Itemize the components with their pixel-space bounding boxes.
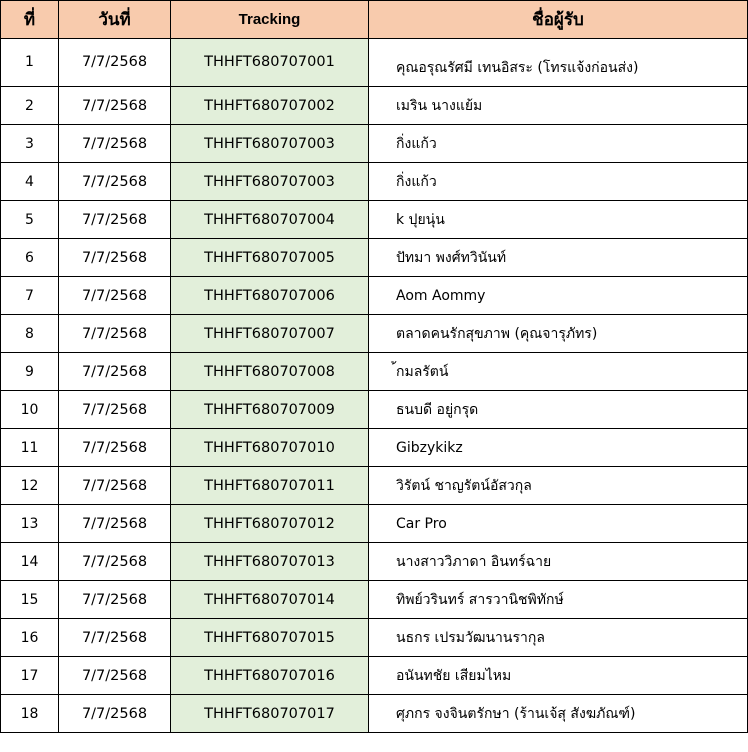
date-cell: 7/7/2568	[59, 239, 171, 277]
date-cell: 7/7/2568	[59, 429, 171, 467]
row-number-cell: 8	[1, 315, 59, 353]
recipient-cell: ้กมลรัตน์	[369, 353, 748, 391]
recipient-cell: Car Pro	[369, 505, 748, 543]
tracking-cell: THHFT680707016	[171, 657, 369, 695]
recipient-cell: กิ่งแก้ว	[369, 163, 748, 201]
table-row	[1, 467, 748, 505]
table-row	[1, 201, 748, 239]
date-cell: 7/7/2568	[59, 277, 171, 315]
recipient-cell: k ปุยนุ่น	[369, 201, 748, 239]
row-number-cell: 18	[1, 695, 59, 733]
date-cell: 7/7/2568	[59, 467, 171, 505]
table-row	[1, 695, 748, 733]
tracking-cell: THHFT680707017	[171, 695, 369, 733]
tracking-cell: THHFT680707007	[171, 315, 369, 353]
table-row	[1, 87, 748, 125]
recipient-cell: นางสาววิภาดา อินทร์ฉาย	[369, 543, 748, 581]
table-row	[1, 353, 748, 391]
header-no: ที่	[1, 1, 59, 39]
tracking-cell: THHFT680707014	[171, 581, 369, 619]
table-row	[1, 619, 748, 657]
tracking-cell: THHFT680707001	[171, 39, 369, 87]
recipient-cell: ศุภกร จงจินตรักษา (ร้านเจ้สุ สังฆภัณฑ์)	[369, 695, 748, 733]
recipient-cell: อนันทชัย เสียมไหม	[369, 657, 748, 695]
recipient-cell: นธกร เปรมวัฒนานรากุล	[369, 619, 748, 657]
table-row	[1, 315, 748, 353]
tracking-cell: THHFT680707015	[171, 619, 369, 657]
tracking-cell: THHFT680707004	[171, 201, 369, 239]
date-cell: 7/7/2568	[59, 201, 171, 239]
row-number-cell: 5	[1, 201, 59, 239]
row-number-cell: 12	[1, 467, 59, 505]
table-row	[1, 657, 748, 695]
date-cell: 7/7/2568	[59, 125, 171, 163]
table-row	[1, 391, 748, 429]
tracking-cell: THHFT680707013	[171, 543, 369, 581]
recipient-cell: กิ่งแก้ว	[369, 125, 748, 163]
recipient-cell: ตลาดคนรักสุขภาพ (คุณจารุภัทร)	[369, 315, 748, 353]
recipient-cell: Aom Aommy	[369, 277, 748, 315]
date-cell: 7/7/2568	[59, 657, 171, 695]
table-row	[1, 581, 748, 619]
table-row	[1, 277, 748, 315]
date-cell: 7/7/2568	[59, 391, 171, 429]
row-number-cell: 16	[1, 619, 59, 657]
date-cell: 7/7/2568	[59, 543, 171, 581]
tracking-cell: THHFT680707011	[171, 467, 369, 505]
table-row	[1, 543, 748, 581]
row-number-cell: 1	[1, 39, 59, 87]
header-tracking: Tracking	[171, 1, 369, 39]
row-number-cell: 11	[1, 429, 59, 467]
row-number-cell: 4	[1, 163, 59, 201]
tracking-cell: THHFT680707012	[171, 505, 369, 543]
tracking-cell: THHFT680707006	[171, 277, 369, 315]
recipient-cell: คุณอรุณรัศมี เทนอิสระ (โทรแจ้งก่อนส่ง)	[369, 39, 748, 87]
table-row	[1, 39, 748, 87]
table-row	[1, 239, 748, 277]
row-number-cell: 3	[1, 125, 59, 163]
row-number-cell: 6	[1, 239, 59, 277]
table-body	[1, 39, 748, 733]
tracking-cell: THHFT680707002	[171, 87, 369, 125]
date-cell: 7/7/2568	[59, 315, 171, 353]
table-row	[1, 163, 748, 201]
row-number-cell: 2	[1, 87, 59, 125]
table-row	[1, 429, 748, 467]
date-cell: 7/7/2568	[59, 39, 171, 87]
recipient-cell: Gibzykikz	[369, 429, 748, 467]
recipient-cell: ทิพย์วรินทร์ สารวานิชพิทักษ์	[369, 581, 748, 619]
date-cell: 7/7/2568	[59, 619, 171, 657]
header-recipient: ชื่อผู้รับ	[369, 1, 748, 39]
date-cell: 7/7/2568	[59, 87, 171, 125]
date-cell: 7/7/2568	[59, 353, 171, 391]
row-number-cell: 7	[1, 277, 59, 315]
recipient-cell: ธนบดี อยู่กรุด	[369, 391, 748, 429]
tracking-cell: THHFT680707003	[171, 125, 369, 163]
header-row	[1, 1, 748, 39]
header-date: วันที่	[59, 1, 171, 39]
tracking-cell: THHFT680707009	[171, 391, 369, 429]
date-cell: 7/7/2568	[59, 163, 171, 201]
row-number-cell: 14	[1, 543, 59, 581]
date-cell: 7/7/2568	[59, 505, 171, 543]
row-number-cell: 13	[1, 505, 59, 543]
date-cell: 7/7/2568	[59, 581, 171, 619]
row-number-cell: 15	[1, 581, 59, 619]
row-number-cell: 17	[1, 657, 59, 695]
recipient-cell: ปัทมา พงศ์ทวินันท์	[369, 239, 748, 277]
tracking-cell: THHFT680707010	[171, 429, 369, 467]
table-row	[1, 125, 748, 163]
recipient-cell: เมริน นางแย้ม	[369, 87, 748, 125]
tracking-cell: THHFT680707003	[171, 163, 369, 201]
row-number-cell: 10	[1, 391, 59, 429]
tracking-cell: THHFT680707008	[171, 353, 369, 391]
tracking-cell: THHFT680707005	[171, 239, 369, 277]
row-number-cell: 9	[1, 353, 59, 391]
recipient-cell: วิรัตน์ ชาญรัตน์อัสวกุล	[369, 467, 748, 505]
date-cell: 7/7/2568	[59, 695, 171, 733]
table-row	[1, 505, 748, 543]
